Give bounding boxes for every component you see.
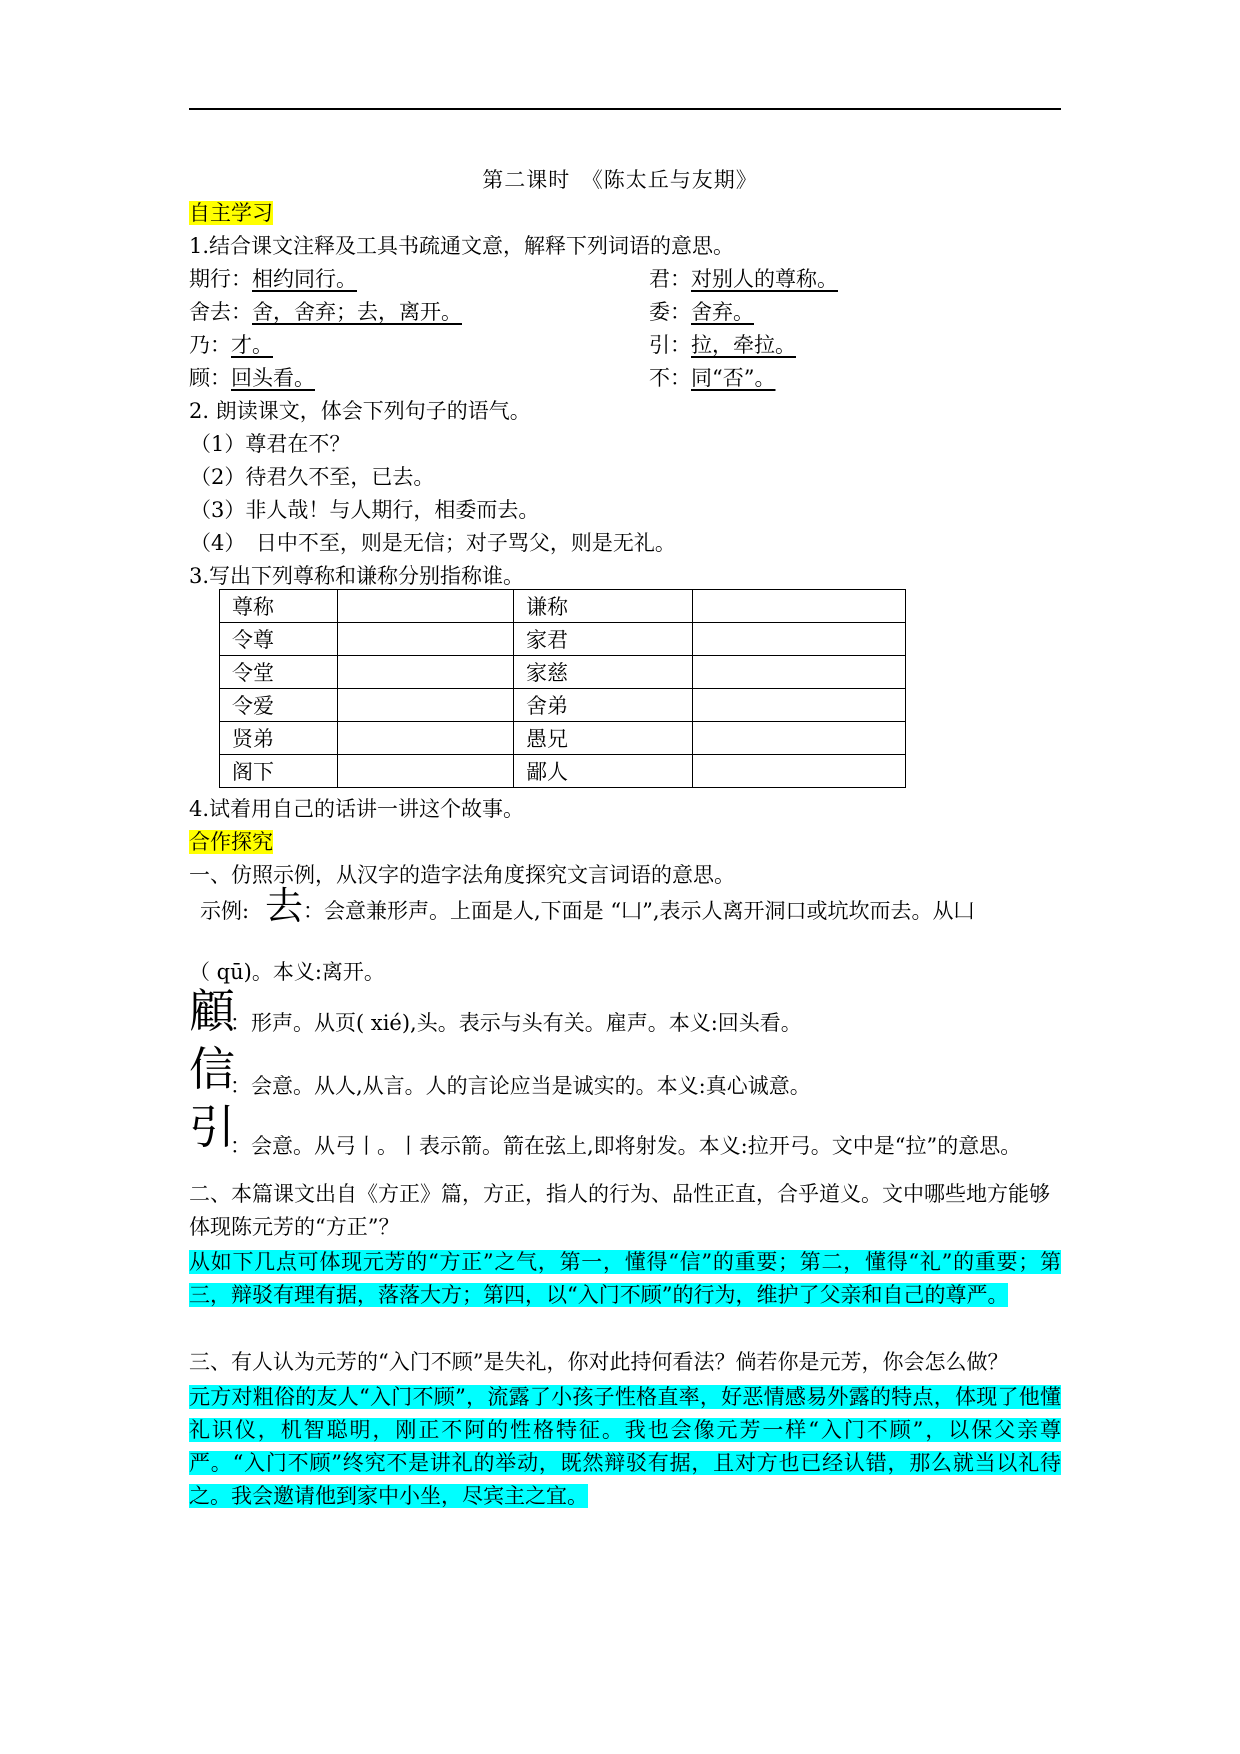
table-cell: 令尊 [220,623,338,656]
term-meaning: 对别人的尊称。 [691,267,838,291]
table-cell-blank[interactable] [693,656,906,689]
seal-glyph-yin: 引 [189,1100,233,1154]
table-cell-blank[interactable] [338,623,514,656]
paragraph-2-line2: 体现陈元芳的“方正”？ [189,1215,400,1239]
term-item [189,364,315,392]
term-word: 顾： [189,366,231,390]
table-cell: 阁下 [220,755,338,788]
answer-3 [189,1381,1061,1513]
term-meaning: 回头看。 [231,366,315,390]
term-word: 委： [649,300,691,324]
table-cell-blank[interactable] [693,722,906,755]
table-row [220,590,906,623]
seal-glyph-gu: 顧 [189,984,233,1038]
table-row [220,623,906,656]
honorific-table [219,589,906,788]
table-cell: 愚兄 [514,722,693,755]
table-row [220,722,906,755]
answer-2 [189,1246,1061,1312]
table-row [220,656,906,689]
table-cell-blank[interactable] [693,590,906,623]
term-item [649,331,796,359]
term-item [189,331,273,359]
table-cell: 家慈 [514,656,693,689]
answer-text: 从如下几点可体现元芳的“方正”之气，第一，懂得“信”的重要；第二，懂得“礼”的重要；第三，辩驳有理有据，落落大方；第四，以“入门不顾”的行为，维护了父亲和自己的尊严。 [189,1250,1061,1307]
seal-glyph-xin: 信 [189,1042,233,1096]
glyph-explanation: ：形声。从页( xié),头。表示与头有关。雇声。本义:回头看。 [230,1011,802,1035]
term-word: 乃： [189,333,231,357]
answer-text: 元方对粗俗的友人“入门不顾”，流露了小孩子性格直率，好恶情感易外露的特点，体现了他懂礼识仪，机智聪明，刚正不阿的性格特征。我也会像元芳一样“入门不顾”，以保父亲尊严。“入门不顾”终究不是讲礼的举动，既然辩驳有据，且对方也已经认错，那么就当以礼待之。我会邀请他到家中小坐，尽宾主之宜。 [189,1385,1061,1508]
table-cell-blank[interactable] [338,656,514,689]
table-cell: 令堂 [220,656,338,689]
term-meaning: 相约同行。 [252,267,357,291]
glyph-explanation: ：会意。从弓丨。丨表示箭。箭在弦上,即将射发。本义:拉开弓。文中是“拉”的意思。 [230,1134,1022,1158]
question-2-item: （4） 日中不至，则是无信；对子骂父，则是无礼。 [190,531,676,555]
question-2-item: （1）尊君在不？ [190,432,351,456]
table-cell: 尊称 [220,590,338,623]
question-4: 4.试着用自己的话讲一讲这个故事。 [189,797,525,821]
table-cell: 鄙人 [514,755,693,788]
table-cell: 贤弟 [220,722,338,755]
term-item [649,298,754,326]
table-row [220,755,906,788]
table-cell: 舍弟 [514,689,693,722]
table-row [220,689,906,722]
term-item [189,265,357,293]
paragraph-1: 一、仿照示例，从汉字的造字法角度探究文言词语的意思。 [189,863,735,887]
question-2: 2. 朗读课文，体会下列句子的语气。 [189,399,531,423]
table-cell-blank[interactable] [338,689,514,722]
table-cell-blank[interactable] [693,623,906,656]
table-cell-blank[interactable] [338,590,514,623]
term-word: 期行： [189,267,252,291]
term-meaning: 舍弃。 [691,300,754,324]
section-label: 自主学习 [189,201,273,225]
term-item [189,298,462,326]
table-cell: 家君 [514,623,693,656]
table-cell-blank[interactable] [338,755,514,788]
term-word: 不： [649,366,691,390]
question-1: 1.结合课文注释及工具书疏通文意，解释下列词语的意思。 [189,234,735,258]
term-meaning: 才。 [231,333,273,357]
term-meaning: 拉，牵拉。 [691,333,796,357]
question-2-item: （2）待君久不至，已去。 [190,465,435,489]
glyph-explanation: ：会意。从人,从言。人的言论应当是诚实的。本义:真心诚意。 [230,1074,811,1098]
example-text: ：会意兼形声。上面是人,下面是 “凵”,表示人离开洞口或坑坎而去。从凵 [303,899,975,923]
section-label: 合作探究 [189,830,273,854]
term-meaning: 同“否”。 [691,366,776,390]
header-rule [189,108,1061,110]
term-word: 君： [649,267,691,291]
section-heading-self-study [189,199,273,227]
example-continuation: （ qū)。本义:离开。 [189,960,385,984]
section-heading-cooperative [189,828,273,856]
page-title: 第二课时 《陈太丘与友期》 [482,168,758,192]
question-3: 3.写出下列尊称和谦称分别指称谁。 [189,564,525,588]
paragraph-3: 三、有人认为元芳的“入门不顾”是失礼，你对此持何看法？倘若你是元芳，你会怎么做？ [189,1350,1009,1374]
term-item [649,265,838,293]
table-cell-blank[interactable] [338,722,514,755]
seal-glyph-qu: 去 [265,884,302,928]
question-2-item: （3）非人哉！与人期行，相委而去。 [190,498,540,522]
example-label: 示例: [200,899,250,923]
table-cell-blank[interactable] [693,689,906,722]
term-item [649,364,775,392]
paragraph-2-line1: 二、本篇课文出自《方正》篇，方正，指人的行为、品性正直，合乎道义。文中哪些地方能够 [189,1182,1050,1206]
table-cell-blank[interactable] [693,755,906,788]
term-meaning: 舍，舍弃；去，离开。 [252,300,462,324]
table-cell: 令爱 [220,689,338,722]
table-cell: 谦称 [514,590,693,623]
term-word: 引： [649,333,691,357]
term-word: 舍去： [189,300,252,324]
